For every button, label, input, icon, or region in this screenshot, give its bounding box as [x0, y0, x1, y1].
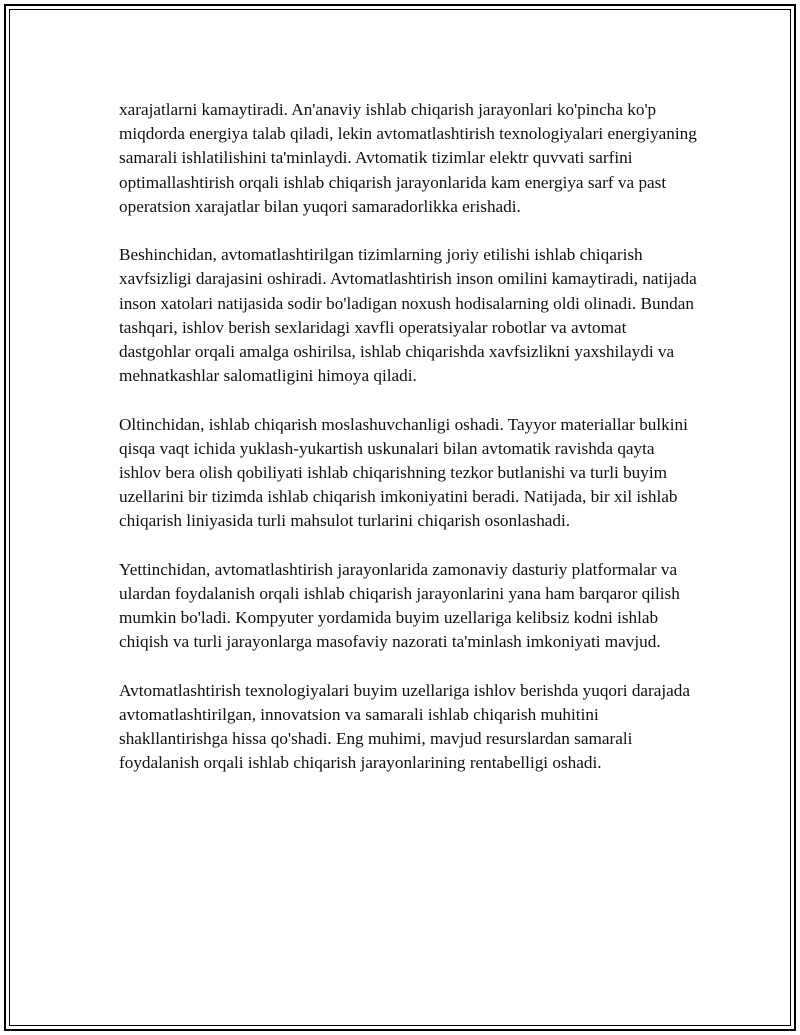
document-body — [119, 98, 699, 800]
paragraph: Oltinchidan, ishlab chiqarish moslashuvchanligi oshadi. Tayyor materiallar bulkini qisqa vaqt ichida yuklash-yukartish uskunalari bilan avtomatik ravishda qayta ishlov bera olish qobiliyati ishlab chiqarishning tezkor butlanishi va turli buyim uzellarini bir tizimda ishlab chiqarish imkoniyatini beradi. Natijada, bir xil ishlab chiqarish liniyasida turli mahsulot turlarini chiqarish osonlashadi. — [119, 414, 688, 531]
paragraph: Yettinchidan, avtomatlashtirish jarayonlarida zamonaviy dasturiy platformalar va ulardan foydalanish orqali ishlab chiqarish jarayonlarini yana ham barqaror qilish mumkin bo'ladi. Kompyuter yordamida buyim uzellariga kelibsiz kodni ishlab chiqish va turli jarayonlarga masofaviy nazorati ta'minlash imkoniyati mavjud. — [119, 559, 680, 652]
paragraph: Avtomatlashtirish texnologiyalari buyim uzellariga ishlov berishda yuqori darajada avtomatlashtirilgan, innovatsion va samarali ishlab chiqarish muhitini shakllantirishga hissa qo'shadi. Eng muhimi, mavjud resurslardan samarali foydalanish orqali ishlab chiqarish jarayonlarining rentabelligi oshadi. — [119, 680, 691, 773]
paragraph: Beshinchidan, avtomatlashtirilgan tizimlarning joriy etilishi ishlab chiqarish xavfsizligi darajasini oshiradi. Avtomatlashtirish inson omilini kamaytiradi, natijada inson xatolari natijasida sodir bo'ladigan noxush hodisalarning oldi olinadi. Bundan tashqari, ishlov berish sexlaridagi xavfli operatsiyalar robotlar va avtomat dastgohlar orqali amalga oshirilsa, ishlab chiqarishda xavfsizlikni yaxshilaydi va mehnatkashlar salomatligini himoya qiladi. — [119, 245, 697, 386]
page-frame — [4, 4, 796, 1031]
paragraph: xarajatlarni kamaytiradi. An'anaviy ishlab chiqarish jarayonlari ko'pincha ko'p miqdorda energiya talab qiladi, lekin avtomatlashtirish texnologiyalari energiyaning samarali ishlatilishini ta'minlaydi. Avtomatik tizimlar elektr quvvati sarfini optimallashtirish orqali ishlab chiqarish jarayonlarida kam energiya sarf va past operatsion xarajatlar bilan yuqori samaradorlikka erishadi. — [119, 100, 697, 216]
